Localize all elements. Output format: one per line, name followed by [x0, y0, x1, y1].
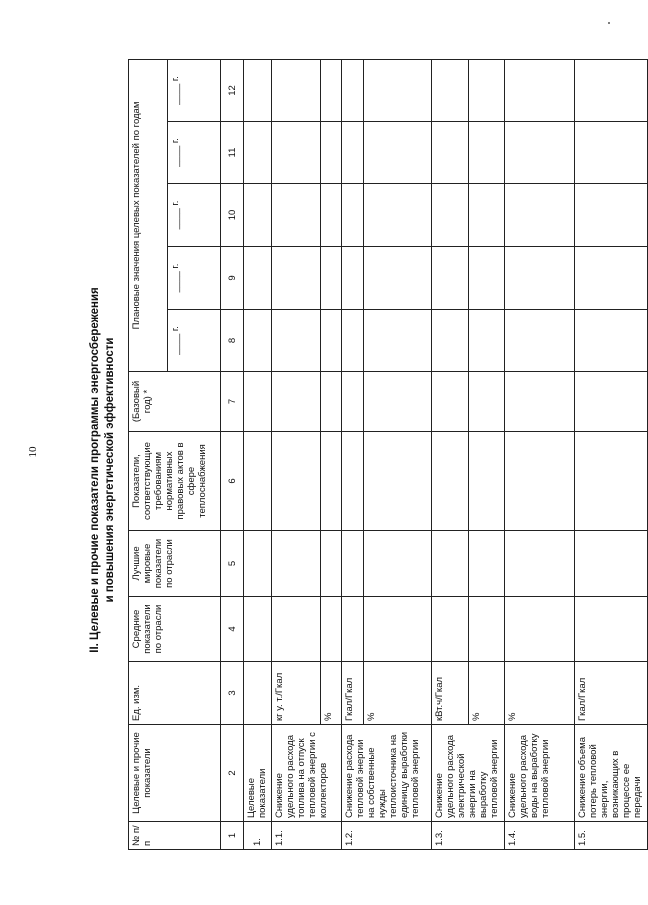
row-num: 1.3. [432, 822, 505, 850]
cell [244, 184, 272, 247]
col-number: 7 [221, 372, 244, 432]
header-normative: Показатели, соответствующие требованиям нормативных правовых актов в сфере теплоснабжения [129, 432, 221, 531]
row-unit: кг у. т./Гкал [271, 662, 320, 725]
row-unit: % [364, 662, 432, 725]
row-name: Снижение удельного расхода топлива на отпуск тепловой энергии с коллекторов [271, 725, 341, 822]
cell [244, 122, 272, 184]
row-unit: % [321, 662, 342, 725]
header-unit: Ед. изм. [129, 662, 221, 725]
col-number: 6 [221, 432, 244, 531]
scan-dot [608, 22, 610, 24]
col-number: 9 [221, 247, 244, 310]
row-name: Целевые показатели [244, 725, 272, 822]
cell [244, 662, 272, 725]
row-num: 1.4. [505, 822, 575, 850]
header-year-8: ____ г. [168, 310, 221, 372]
table-row [574, 60, 647, 850]
header-num: № п/п [129, 822, 221, 850]
heading-line-1: II. Целевые и прочие показатели программы энергосбережения [89, 287, 101, 653]
row-num: 1.5. [574, 822, 647, 850]
col-number: 4 [221, 597, 244, 662]
header-avg: Средние показатели по отрасли [129, 597, 221, 662]
indicators-table-wrapper [128, 60, 648, 850]
row-name: Снижение удельного расхода воды на выработку тепловой энергии [505, 725, 575, 822]
col-number: 2 [221, 725, 244, 822]
indicators-table [128, 59, 648, 850]
header-year-11: ____ г. [168, 122, 221, 184]
table-row [244, 60, 272, 850]
row-num: 1.2. [341, 822, 431, 850]
section-heading [88, 287, 118, 652]
row-unit: % [468, 662, 504, 725]
cell [244, 310, 272, 372]
page-number: 10 [27, 446, 39, 458]
table-row [505, 60, 575, 850]
row-unit: Гкал/Гкал [341, 662, 364, 725]
table-row [341, 60, 364, 850]
col-number: 12 [221, 60, 244, 122]
cell [244, 597, 272, 662]
col-number: 3 [221, 662, 244, 725]
row-unit: Гкал/Гкал [574, 662, 647, 725]
row-unit: кВт.ч/Гкал [432, 662, 468, 725]
table-row [271, 60, 320, 850]
col-number: 11 [221, 122, 244, 184]
row-name: Снижение удельного расхода электрической энергии на выработку тепловой энергии [432, 725, 505, 822]
header-base-year: (Базовый год) * [129, 372, 221, 432]
cell [244, 531, 272, 597]
header-year-12: ____ г. [168, 60, 221, 122]
header-indicator: Целевые и прочие показатели [129, 725, 221, 822]
header-planned: Плановые значения целевых показателей по годам [129, 60, 168, 372]
row-num: 1. [244, 822, 272, 850]
col-number: 1 [221, 822, 244, 850]
heading-line-2: и повышения энергетической эффективности [104, 337, 116, 603]
col-number: 5 [221, 531, 244, 597]
cell [244, 372, 272, 432]
header-year-10: ____ г. [168, 184, 221, 247]
col-number: 10 [221, 184, 244, 247]
cell [244, 247, 272, 310]
cell [244, 60, 272, 122]
cell [244, 432, 272, 531]
col-number: 8 [221, 310, 244, 372]
table-row [432, 60, 468, 850]
row-num: 1.1. [271, 822, 341, 850]
row-name: Снижение расхода тепловой энергии на собственные нужды теплоисточника на единицу выработки тепловой энергии [341, 725, 431, 822]
row-unit: % [505, 662, 575, 725]
row-name: Снижение объема потерь тепловой энергии, возникающих в процессе ее передачи [574, 725, 647, 822]
header-best: Лучшие мировые показатели по отрасли [129, 531, 221, 597]
header-year-9: ____ г. [168, 247, 221, 310]
